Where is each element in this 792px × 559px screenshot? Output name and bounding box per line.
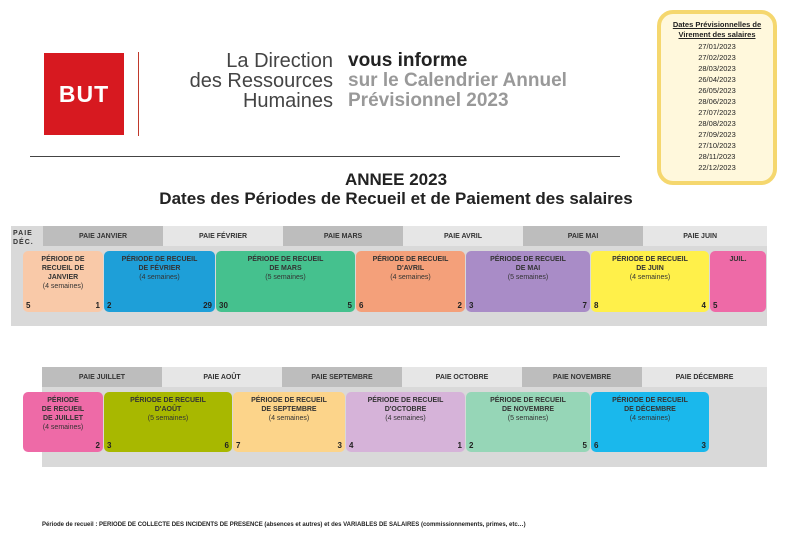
card-aout [104,392,232,452]
card-mai [466,251,590,312]
card-weeks: (4 semaines) [42,424,84,431]
card-mars [216,251,355,312]
virement-title: Dates Prévisionnelles de Virement des salaires [672,20,762,39]
card-line: PÉRIODE DE [41,256,85,263]
card-line: D'AOÛT [154,406,182,413]
start-day: 6 [359,301,364,310]
card-weeks: (4 semaines) [629,274,671,281]
paie-janvier: PAIE JANVIER [43,226,163,246]
card-weeks: (4 semaines) [42,283,84,290]
paie-juin: PAIE JUIN [643,226,767,246]
info-line: vous informe [348,50,468,71]
virement-date: 27/02/2023 [698,53,736,62]
card-line: PÉRIODE DE RECUEIL [490,256,566,263]
paie-decembre: PAIE DÉCEMBRE [642,367,767,387]
end-day: 2 [457,301,462,310]
start-day: 4 [349,441,354,450]
virement-date: 28/11/2023 [698,152,736,161]
paie-septembre: PAIE SEPTEMBRE [282,367,402,387]
paie-aout: PAIE AOÛT [162,367,282,387]
start-day: 8 [594,301,599,310]
card-fevrier [104,251,215,312]
virement-date: 26/04/2023 [698,75,736,84]
virement-date: 27/07/2023 [698,108,736,117]
card-line: RECUEIL DE [41,265,85,272]
but-logo: BUT [44,53,124,135]
start-day: 7 [236,441,241,450]
virement-date: 27/10/2023 [698,141,736,150]
card-weeks: (4 semaines) [268,415,310,422]
direction-line: Humaines [242,90,333,112]
end-day: 3 [701,441,706,450]
paie-novembre: PAIE NOVEMBRE [522,367,642,387]
virement-date: 28/06/2023 [698,97,736,106]
virement-date: 22/12/2023 [698,163,736,172]
card-line: PÉRIODE DE RECUEIL [612,397,688,404]
card-line: D'OCTOBRE [384,406,427,413]
card-line: PÉRIODE DE RECUEIL [251,397,327,404]
end-day: 7 [582,301,587,310]
card-line: DE MAI [515,265,541,272]
card-weeks: (5 semaines) [147,415,189,422]
card-line: PÉRIODE DE RECUEIL [130,397,206,404]
end-day: 5 [582,441,587,450]
header-rule [30,156,620,157]
card-avril [356,251,465,312]
card-line: PÉRIODE DE RECUEIL [367,397,444,404]
paie-octobre: PAIE OCTOBRE [402,367,522,387]
start-day: 3 [469,301,474,310]
card-line: DE FÉVRIER [138,265,181,272]
card-line: DE JUILLET [42,415,84,422]
end-day: 6 [224,441,229,450]
virement-date: 28/08/2023 [698,119,736,128]
paie-dec-label [13,229,34,247]
card-weeks: (4 semaines) [139,274,180,281]
card-line: DE JUIN [636,265,664,272]
end-day: 1 [95,301,100,310]
card-line: PÉRIODE DE RECUEIL [372,256,449,263]
info-line: sur le Calendrier Annuel [348,70,567,91]
info-line: Prévisionnel 2023 [348,90,509,111]
start-day: 30 [219,301,228,310]
card-juin [591,251,709,312]
start-day: 6 [594,441,599,450]
virement-dates [661,41,773,173]
start-day: 5 [713,301,718,310]
end-day: 4 [701,301,706,310]
page-subtitle: Dates des Périodes de Recueil et de Paiement des salaires [159,189,633,208]
paie-avril: PAIE AVRIL [403,226,523,246]
card-decembre [591,392,709,452]
card-weeks: (4 semaines) [385,415,426,422]
end-day: 1 [457,441,462,450]
card-weeks: (5 semaines) [507,415,549,422]
card-line: DE SEPTEMBRE [261,406,317,413]
card-weeks: (5 semaines) [507,274,549,281]
direction-line: La Direction [226,50,333,72]
start-day: 2 [469,441,474,450]
card-line: DE DÉCEMBRE [624,406,676,413]
card-novembre [466,392,590,452]
card-septembre [233,392,345,452]
footer-note: Période de recueil : PERIODE DE COLLECTE DES INCIDENTS DE PRESENCE (absences et autres) et des VARIABLES DE SALAIRES (commissionnements, primes, etc…) [42,522,526,528]
card-weeks: (4 semaines) [390,274,431,281]
paie-mai: PAIE MAI [523,226,643,246]
end-day: 5 [347,301,352,310]
end-day: 2 [95,441,100,450]
end-day: 3 [337,441,342,450]
end-day: 29 [203,301,212,310]
direction-line: des Ressources [189,70,333,92]
card-line: PÉRIODE DE RECUEIL [612,256,688,263]
start-day: 5 [26,301,31,310]
card-line: DE RECUEIL [41,406,85,413]
virement-date: 27/01/2023 [698,42,736,51]
card-octobre [346,392,465,452]
card-janvier [23,251,103,312]
header-divider [138,52,139,136]
card-line: PÉRIODE DE RECUEIL [121,256,198,263]
virement-box [657,10,777,185]
paie-dec-line: PAIE [13,230,33,237]
virement-date: 26/05/2023 [698,86,736,95]
card-line: PÉRIODE DE RECUEIL [247,256,324,263]
card-juillet [23,392,103,452]
card-line: PÉRIODE DE RECUEIL [490,397,566,404]
paie-dec-line: DÉC. [13,239,34,246]
card-line: JANVIER [47,274,79,281]
card-juillet-start [710,251,766,312]
direction-title [150,51,333,111]
card-weeks: (4 semaines) [629,415,671,422]
card-line: D'AVRIL [396,265,425,272]
paie-mars: PAIE MARS [283,226,403,246]
card-line: JUIL. [729,256,747,263]
card-line: PÉRIODE [47,397,79,404]
card-weeks: (5 semaines) [265,274,306,281]
card-line: DE NOVEMBRE [501,406,555,413]
paie-fevrier: PAIE FÉVRIER [163,226,283,246]
start-day: 2 [107,301,112,310]
info-heading [348,51,567,111]
virement-date: 27/09/2023 [698,130,736,139]
annee-title: ANNEE 2023 [344,170,448,189]
virement-date: 28/03/2023 [698,64,736,73]
card-line: DE MARS [269,265,302,272]
paie-juillet: PAIE JUILLET [42,367,162,387]
start-day: 3 [107,441,112,450]
